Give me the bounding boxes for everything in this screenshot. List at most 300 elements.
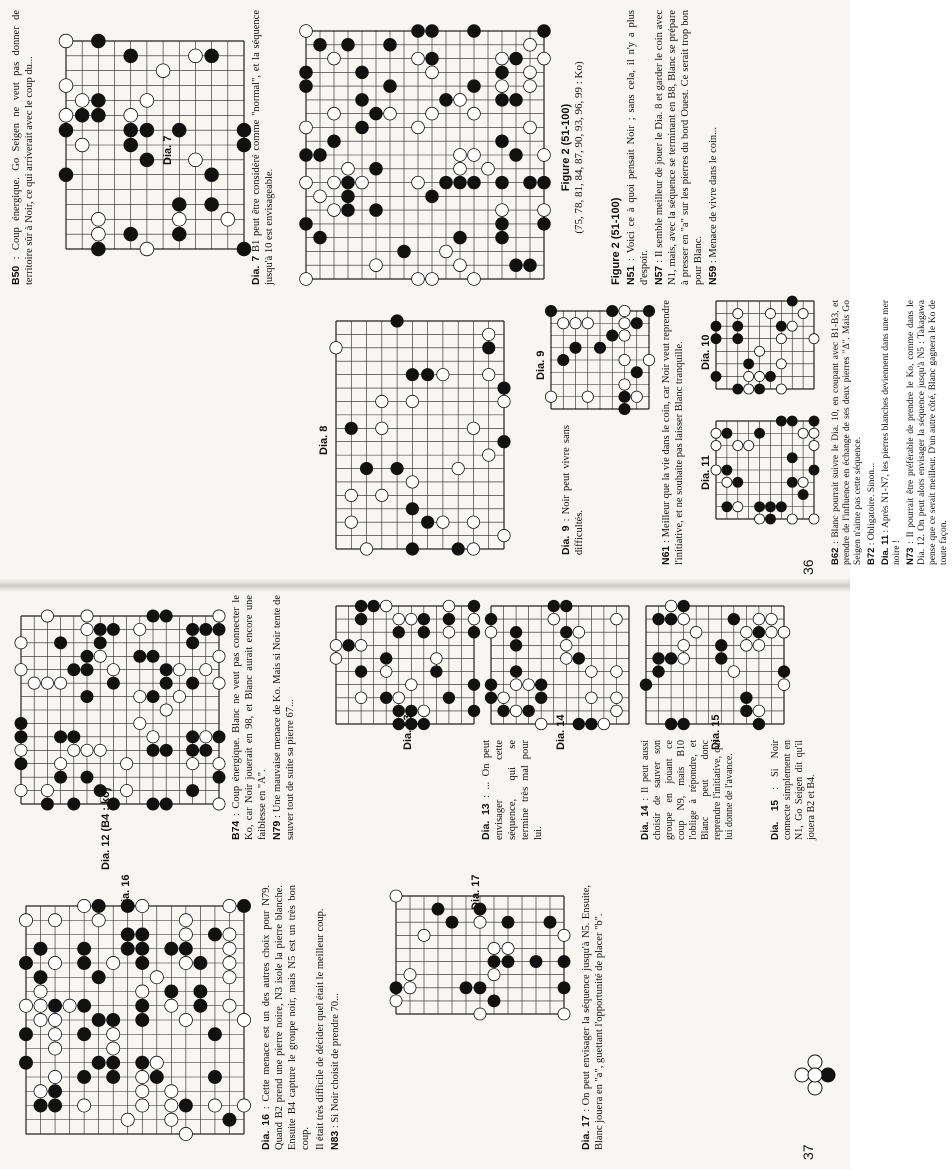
black-stone <box>187 784 199 796</box>
dia7-text: Dia. 7 B1 peut être considéré comme "normal", et la séquence jusqu'à 10 est envisageable. <box>250 10 275 285</box>
white-stone <box>798 309 808 319</box>
b62-text-block: B62 : Blanc pourrait suivre le Dia. 10, en coupant avec B1-B3, et prendre de l'influence en échange de ses deux pierres "Δ". Mais Go Seigen n'aime pas cette séquence. B72 : Obligatoire. Sinon... Dia. 11 : Après N1-N7, les pierres blanches deviennent dans une mer noire ! N73 : Il pourrait être préférable de prendre le Ko, comme dans le Dia. 12. On peut alors envisager la séquence jusqu'à N5 : Takagawa pense que ce serait meilleur. D'un autre côté, Blanc gagnera le Ko de toute façon. <box>830 300 949 565</box>
white-stone <box>440 245 453 258</box>
white-stone <box>136 1099 149 1112</box>
black-stone <box>510 640 522 652</box>
black-stone <box>121 928 134 941</box>
black-stone <box>92 242 106 256</box>
white-stone <box>809 514 819 524</box>
black-stone <box>665 718 677 730</box>
white-stone <box>426 66 439 79</box>
stone <box>821 1068 835 1082</box>
dia12-diagram <box>15 610 225 810</box>
white-stone <box>200 664 212 676</box>
white-stone <box>15 637 27 649</box>
white-stone <box>468 107 481 120</box>
white-stone <box>753 613 765 625</box>
dia9-text: Dia. 9 : Noir peut vivre sans difficultés. <box>560 425 585 555</box>
white-stone <box>678 640 690 652</box>
black-stone <box>187 637 199 649</box>
black-stone <box>213 623 225 635</box>
black-stone <box>496 176 509 189</box>
black-stone <box>172 198 186 212</box>
white-stone <box>426 273 439 286</box>
black-stone <box>722 428 732 438</box>
black-stone <box>356 121 369 134</box>
black-stone <box>538 176 551 189</box>
black-stone <box>300 80 313 93</box>
white-stone <box>107 664 119 676</box>
black-stone <box>809 465 819 475</box>
black-stone <box>15 717 27 729</box>
white-stone <box>631 391 642 402</box>
black-stone <box>34 971 47 984</box>
black-stone <box>711 371 721 381</box>
black-stone <box>147 610 159 622</box>
black-stone <box>728 613 740 625</box>
white-stone <box>643 354 654 365</box>
black-stone <box>78 1070 91 1083</box>
white-stone <box>223 999 236 1012</box>
dia16-diagram <box>20 900 250 1140</box>
white-stone <box>345 516 357 528</box>
white-stone <box>412 273 425 286</box>
black-stone <box>454 176 467 189</box>
black-stone <box>342 38 355 51</box>
black-stone <box>776 321 786 331</box>
black-stone <box>619 391 630 402</box>
white-stone <box>431 653 443 665</box>
white-stone <box>376 422 388 434</box>
black-stone <box>165 985 178 998</box>
black-stone <box>124 138 138 152</box>
stone <box>808 1068 822 1082</box>
black-stone <box>406 543 418 555</box>
black-stone <box>208 1028 221 1041</box>
white-stone <box>136 985 149 998</box>
white-stone <box>619 354 630 365</box>
white-stone <box>524 121 537 134</box>
page-number-36: 36 <box>800 559 816 575</box>
white-stone <box>355 692 367 704</box>
black-stone <box>107 623 119 635</box>
white-stone <box>355 640 367 652</box>
white-stone <box>393 613 405 625</box>
white-stone <box>49 1013 62 1026</box>
dia16-text-block: Dia. 16 : Cette menace est un des autres choix pour N79. Quand B2 prend une pierre noire, N3 isole la pierre blanche. Ensuite B4 capture le groupe noir, mais N5 est un très bon coup. Il était très difficile de décider quel était le meilleur coup. N83 : Si Noir choisit de prendre 70... <box>260 885 341 1150</box>
white-stone <box>179 914 192 927</box>
white-stone <box>134 623 146 635</box>
white-stone <box>49 914 62 927</box>
black-stone <box>237 899 250 912</box>
white-stone <box>223 971 236 984</box>
white-stone <box>502 942 514 954</box>
dia7-caption: Dia. 7 <box>162 135 174 165</box>
black-stone <box>343 640 355 652</box>
black-stone <box>753 718 765 730</box>
white-stone <box>741 626 753 638</box>
white-stone <box>611 692 623 704</box>
white-stone <box>787 514 797 524</box>
white-stone <box>755 371 765 381</box>
black-stone <box>570 342 581 353</box>
black-stone <box>187 744 199 756</box>
black-stone <box>172 227 186 241</box>
black-stone <box>342 204 355 217</box>
white-stone <box>345 489 357 501</box>
white-stone <box>300 273 313 286</box>
white-stone <box>150 1056 163 1069</box>
white-stone <box>208 1099 221 1112</box>
black-stone <box>741 705 753 717</box>
white-stone <box>755 346 765 356</box>
white-stone <box>404 969 416 981</box>
black-stone <box>384 80 397 93</box>
black-stone <box>443 692 455 704</box>
black-stone <box>356 66 369 79</box>
black-stone <box>314 38 327 51</box>
white-stone <box>237 1099 250 1112</box>
black-stone <box>733 321 743 331</box>
stone <box>808 1081 822 1095</box>
black-stone <box>136 1013 149 1026</box>
white-stone <box>766 626 778 638</box>
white-stone <box>49 1028 62 1041</box>
white-stone <box>538 52 551 65</box>
black-stone <box>787 416 797 426</box>
white-stone <box>809 428 819 438</box>
black-stone <box>384 38 397 51</box>
white-stone <box>582 391 593 402</box>
black-stone <box>510 94 523 107</box>
page-37 <box>0 585 850 1170</box>
black-stone <box>558 354 569 365</box>
white-stone <box>412 121 425 134</box>
white-stone <box>75 94 89 108</box>
black-stone <box>483 342 495 354</box>
black-stone <box>68 798 80 810</box>
black-stone <box>733 384 743 394</box>
white-stone <box>573 626 585 638</box>
white-stone <box>558 929 570 941</box>
white-stone <box>496 204 509 217</box>
black-stone <box>398 245 411 258</box>
black-stone <box>78 999 91 1012</box>
black-stone <box>107 677 119 689</box>
black-stone <box>355 666 367 678</box>
white-stone <box>165 1085 178 1098</box>
white-stone <box>474 1008 486 1020</box>
white-stone <box>49 956 62 969</box>
black-stone <box>460 982 472 994</box>
white-stone <box>15 784 27 796</box>
black-stone <box>380 692 392 704</box>
white-stone <box>78 899 91 912</box>
white-stone <box>485 626 497 638</box>
white-stone <box>406 476 418 488</box>
black-stone <box>446 916 458 928</box>
white-stone <box>200 731 212 743</box>
black-stone <box>502 916 514 928</box>
white-stone <box>94 650 106 662</box>
black-stone <box>468 600 480 612</box>
black-stone <box>733 334 743 344</box>
white-stone <box>15 744 27 756</box>
white-stone <box>384 107 397 120</box>
black-stone <box>136 956 149 969</box>
black-stone <box>370 204 383 217</box>
white-stone <box>330 342 342 354</box>
black-stone <box>136 999 149 1012</box>
white-stone <box>538 204 551 217</box>
stone <box>808 1055 822 1069</box>
black-stone <box>370 107 383 120</box>
black-stone <box>81 771 93 783</box>
black-stone <box>523 705 535 717</box>
black-stone <box>535 679 547 691</box>
white-stone <box>418 929 430 941</box>
black-stone <box>92 108 106 122</box>
black-stone <box>194 999 207 1012</box>
black-stone <box>213 771 225 783</box>
n61-paragraph: N61 : Meilleur que la vie dans le coin, car Noir veut reprendre l'initiative, et ne souhaite pas laisser Blanc tranquille. <box>660 300 685 565</box>
white-stone <box>223 942 236 955</box>
white-stone <box>92 227 106 241</box>
white-stone <box>809 334 819 344</box>
black-stone <box>452 543 464 555</box>
white-stone <box>498 529 510 541</box>
black-stone <box>92 1013 105 1026</box>
black-stone <box>342 190 355 203</box>
black-stone <box>485 679 497 691</box>
white-stone <box>483 328 495 340</box>
black-stone <box>558 982 570 994</box>
white-stone <box>55 677 67 689</box>
white-stone <box>55 758 67 770</box>
white-stone <box>49 1070 62 1083</box>
black-stone <box>391 315 403 327</box>
white-stone <box>92 212 106 226</box>
white-stone <box>179 956 192 969</box>
white-stone <box>454 259 467 272</box>
black-stone <box>34 942 47 955</box>
black-stone <box>136 928 149 941</box>
white-stone <box>538 149 551 162</box>
dia10-diagram <box>710 295 820 395</box>
white-stone <box>454 149 467 162</box>
black-stone <box>55 637 67 649</box>
black-stone <box>468 80 481 93</box>
white-stone <box>107 956 120 969</box>
dia13-text: Dia. 13 : ... On peut envisager cette séquence, qui se termine très mal pour lui. <box>480 739 544 840</box>
black-stone <box>524 176 537 189</box>
black-stone <box>665 613 677 625</box>
white-stone <box>213 798 225 810</box>
black-stone <box>136 942 149 955</box>
black-stone <box>49 1085 62 1098</box>
white-stone <box>59 34 73 48</box>
black-stone <box>81 650 93 662</box>
white-stone <box>360 543 372 555</box>
black-stone <box>558 956 570 968</box>
white-stone <box>94 744 106 756</box>
white-stone <box>468 149 481 162</box>
white-stone <box>370 259 383 272</box>
black-stone <box>328 135 341 148</box>
white-stone <box>376 395 388 407</box>
white-stone <box>390 890 402 902</box>
black-stone <box>765 502 775 512</box>
black-stone <box>787 453 797 463</box>
white-stone <box>376 489 388 501</box>
white-stone <box>121 1113 134 1126</box>
white-stone <box>558 1008 570 1020</box>
black-stone <box>205 168 219 182</box>
white-stone <box>755 514 765 524</box>
white-stone <box>134 690 146 702</box>
dia15-caption: Dia. 15 <box>710 714 722 750</box>
white-stone <box>523 679 535 691</box>
black-stone <box>34 1099 47 1112</box>
white-stone <box>558 318 569 329</box>
black-stone <box>314 231 327 244</box>
black-stone <box>107 1070 120 1083</box>
black-stone <box>406 503 418 515</box>
black-stone <box>342 176 355 189</box>
black-stone <box>440 176 453 189</box>
black-stone <box>678 718 690 730</box>
black-stone <box>412 25 425 38</box>
black-stone <box>134 650 146 662</box>
black-stone <box>421 516 433 528</box>
figure-2-board <box>300 25 550 285</box>
white-stone <box>711 428 721 438</box>
black-stone <box>545 305 556 316</box>
white-stone <box>778 679 790 691</box>
white-stone <box>107 1042 120 1055</box>
white-stone <box>452 462 464 474</box>
white-stone <box>690 626 702 638</box>
white-stone <box>41 784 53 796</box>
white-stone <box>356 176 369 189</box>
white-stone <box>173 664 185 676</box>
dia7-diagram <box>60 35 250 255</box>
white-stone <box>189 153 203 167</box>
black-stone <box>653 653 665 665</box>
black-stone <box>92 899 105 912</box>
black-stone <box>733 477 743 487</box>
white-stone <box>121 758 133 770</box>
white-stone <box>437 516 449 528</box>
black-stone <box>716 653 728 665</box>
black-stone <box>468 626 480 638</box>
white-stone <box>468 613 480 625</box>
white-stone <box>187 758 199 770</box>
black-stone <box>498 705 510 717</box>
black-stone <box>426 190 439 203</box>
white-stone <box>586 666 598 678</box>
black-stone <box>573 718 585 730</box>
white-stone <box>380 600 392 612</box>
black-stone <box>594 342 605 353</box>
black-stone <box>653 666 665 678</box>
white-stone <box>443 626 455 638</box>
white-stone <box>467 516 479 528</box>
white-stone <box>328 107 341 120</box>
white-stone <box>49 1042 62 1055</box>
black-stone <box>619 403 630 414</box>
dia13-caption: Dia. 13 <box>402 714 414 750</box>
black-stone <box>140 153 154 167</box>
white-stone <box>179 1127 192 1140</box>
black-stone <box>68 731 80 743</box>
white-stone <box>548 613 560 625</box>
white-stone <box>582 318 593 329</box>
white-stone <box>136 899 149 912</box>
black-stone <box>124 49 138 63</box>
black-stone <box>485 613 497 625</box>
black-stone <box>561 600 573 612</box>
black-stone <box>426 25 439 38</box>
page-number-37: 37 <box>800 1144 816 1160</box>
b74-n79-text: B74 : Coup énergique. Blanc ne veut pas connecter le Ko, car Noir jouerait en 98, et Blanc aurait encore une faiblesse en "A". N79 : Une mauvaise menace de Ko. Mais si Noir tente de sauver tout de suite sa pierre 67... <box>230 595 296 840</box>
black-stone <box>406 368 418 380</box>
black-stone <box>431 666 443 678</box>
black-stone <box>765 371 775 381</box>
dia15-diagram <box>640 600 790 730</box>
white-stone <box>68 744 80 756</box>
white-stone <box>776 359 786 369</box>
white-stone <box>778 626 790 638</box>
page-36 <box>0 0 949 585</box>
black-stone <box>187 623 199 635</box>
black-stone <box>640 679 652 691</box>
white-stone <box>173 690 185 702</box>
dia17-caption: Dia. 17 <box>470 874 482 910</box>
black-stone <box>368 600 380 612</box>
white-stone <box>124 108 138 122</box>
black-stone <box>744 359 754 369</box>
white-stone <box>390 995 402 1007</box>
black-stone <box>78 942 91 955</box>
white-stone <box>404 982 416 994</box>
black-stone <box>370 162 383 175</box>
black-stone <box>485 692 497 704</box>
white-stone <box>406 679 418 691</box>
white-stone <box>570 318 581 329</box>
white-stone <box>728 666 740 678</box>
white-stone <box>454 94 467 107</box>
black-stone <box>205 49 219 63</box>
white-stone <box>223 928 236 941</box>
black-stone <box>607 305 618 316</box>
black-stone <box>432 903 444 915</box>
white-stone <box>179 928 192 941</box>
black-stone <box>160 744 172 756</box>
black-stone <box>147 744 159 756</box>
white-stone <box>41 677 53 689</box>
white-stone <box>488 969 500 981</box>
white-stone <box>418 705 430 717</box>
black-stone <box>776 416 786 426</box>
black-stone <box>179 942 192 955</box>
black-stone <box>55 771 67 783</box>
black-stone <box>510 259 523 272</box>
white-stone <box>665 600 677 612</box>
black-stone <box>136 1056 149 1069</box>
black-stone <box>160 798 172 810</box>
black-stone <box>496 231 509 244</box>
